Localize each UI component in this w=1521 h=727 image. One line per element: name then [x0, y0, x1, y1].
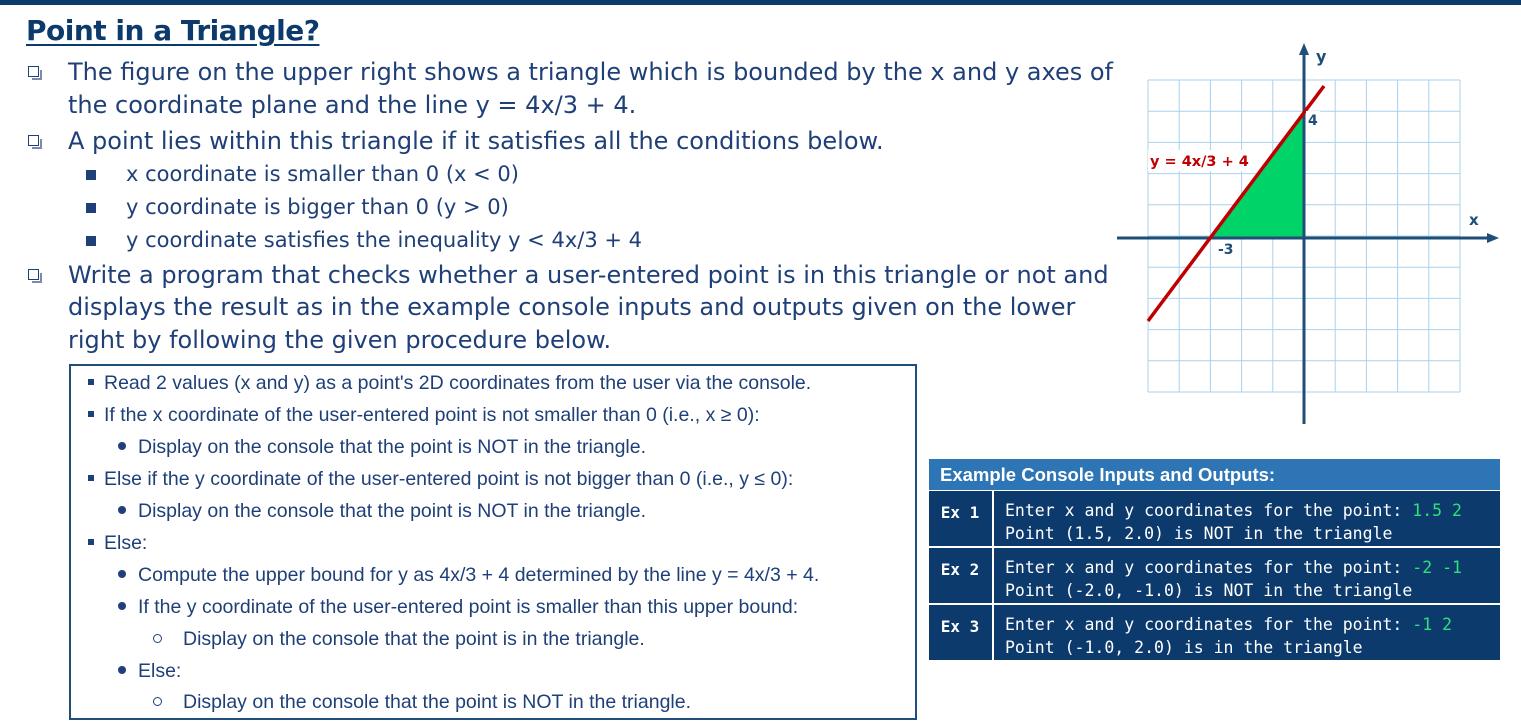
example-label: Ex 1: [940, 503, 980, 522]
bullet-text: The figure on the upper right shows a triangle which is bounded by the x and y axes of the coordinate plane and the line y = 4x/3 + 4.: [68, 58, 1113, 119]
line-equation-label: y = 4x/3 + 4: [1150, 154, 1249, 170]
console-input: 1.5 2: [1412, 501, 1462, 520]
example-label: Ex 2: [940, 560, 980, 579]
console-output: Point (-2.0, -1.0) is NOT in the triangle: [1005, 580, 1413, 600]
console-output: Point (-1.0, 2.0) is in the triangle: [1005, 637, 1363, 657]
checkbox-bullet-icon: [28, 269, 39, 280]
triangle-coordinate-graph: [1110, 40, 1505, 430]
procedure-step: Else if the y coordinate of the user-entered point is not bigger than 0 (i.e., y ≤ 0):: [104, 468, 794, 490]
procedure-step: Read 2 values (x and y) as a point's 2D coordinates from the user via the console.: [104, 372, 812, 394]
example-label: Ex 3: [940, 617, 980, 636]
procedure-step: Display on the console that the point is in the triangle.: [183, 628, 645, 650]
square-bullet-icon: [88, 411, 94, 417]
y-axis-arrow-icon: [1299, 43, 1309, 55]
square-bullet-icon: [88, 475, 94, 481]
sub-bullet-item: [26, 191, 1116, 224]
procedure-box: [69, 364, 917, 720]
procedure-step: Display on the console that the point is NOT in the triangle.: [138, 436, 647, 458]
dot-bullet-icon: [118, 602, 126, 610]
y-axis-label: y: [1316, 47, 1327, 66]
y-intercept-label: 4: [1308, 113, 1318, 129]
console-input: -1 2: [1412, 615, 1453, 634]
dot-bullet-icon: [118, 666, 126, 674]
procedure-step: Display on the console that the point is NOT in the triangle.: [138, 500, 647, 522]
sub-bullet-text: y coordinate is bigger than 0 (y > 0): [126, 194, 509, 219]
checkbox-bullet-icon: [28, 66, 39, 77]
x-axis-arrow-icon: [1487, 233, 1499, 243]
procedure-step: If the x coordinate of the user-entered point is not smaller than 0 (i.e., x ≥ 0):: [104, 404, 760, 426]
example-row: [929, 605, 1500, 660]
square-bullet-icon: [86, 203, 96, 213]
sub-bullet-text: y coordinate satisfies the inequality y < 4x/3 + 4: [126, 227, 642, 252]
console-text: [1005, 557, 1462, 602]
x-intercept-label: -3: [1218, 242, 1234, 258]
square-bullet-icon: [86, 170, 96, 180]
bullet-item: [26, 56, 1116, 121]
console-text: [1005, 500, 1462, 545]
divider: [992, 548, 994, 603]
procedure-step: If the y coordinate of the user-entered point is smaller than this upper bound:: [138, 596, 799, 618]
procedure-step: Compute the upper bound for y as 4x/3 + 4 determined by the line y = 4x/3 + 4.: [138, 564, 820, 586]
dot-bullet-icon: [118, 506, 126, 514]
square-bullet-icon: [88, 379, 94, 385]
page-title: Point in a Triangle?: [26, 14, 320, 47]
example-panel-header: Example Console Inputs and Outputs:: [929, 459, 1500, 490]
bullet-item: [26, 125, 1116, 158]
x-axis-label: x: [1469, 211, 1479, 229]
main-bullet-list: [26, 56, 1116, 360]
circle-bullet-icon: [153, 697, 162, 706]
example-row: [929, 491, 1500, 546]
example-row: [929, 548, 1500, 603]
bullet-text: Write a program that checks whether a user-entered point is in this triangle or not and displays the result as in the example console inputs and outputs given on the lower right by following the given procedure below.: [68, 260, 1109, 354]
sub-bullet-item: [26, 158, 1116, 191]
square-bullet-icon: [88, 539, 94, 545]
dot-bullet-icon: [118, 442, 126, 450]
bullet-text: A point lies within this triangle if it satisfies all the conditions below.: [68, 127, 884, 155]
procedure-step: Else:: [138, 660, 182, 682]
example-console-panel: [929, 459, 1500, 661]
sub-bullet-item: [26, 224, 1116, 257]
divider: [992, 491, 994, 546]
circle-bullet-icon: [153, 634, 162, 643]
console-prompt: Enter x and y coordinates for the point:: [1005, 558, 1413, 577]
checkbox-bullet-icon: [28, 135, 39, 146]
divider: [992, 605, 994, 660]
procedure-step: Else:: [104, 532, 148, 554]
bullet-item: [26, 259, 1116, 357]
console-text: [1005, 614, 1452, 659]
console-input: -2 -1: [1412, 558, 1462, 577]
console-prompt: Enter x and y coordinates for the point:: [1005, 615, 1413, 634]
console-output: Point (1.5, 2.0) is NOT in the triangle: [1005, 523, 1393, 543]
procedure-step: Display on the console that the point is NOT in the triangle.: [183, 691, 692, 713]
sub-bullet-text: x coordinate is smaller than 0 (x < 0): [126, 161, 519, 186]
console-prompt: Enter x and y coordinates for the point:: [1005, 501, 1413, 520]
dot-bullet-icon: [118, 570, 126, 578]
top-accent-bar: [0, 0, 1521, 5]
square-bullet-icon: [86, 236, 96, 246]
